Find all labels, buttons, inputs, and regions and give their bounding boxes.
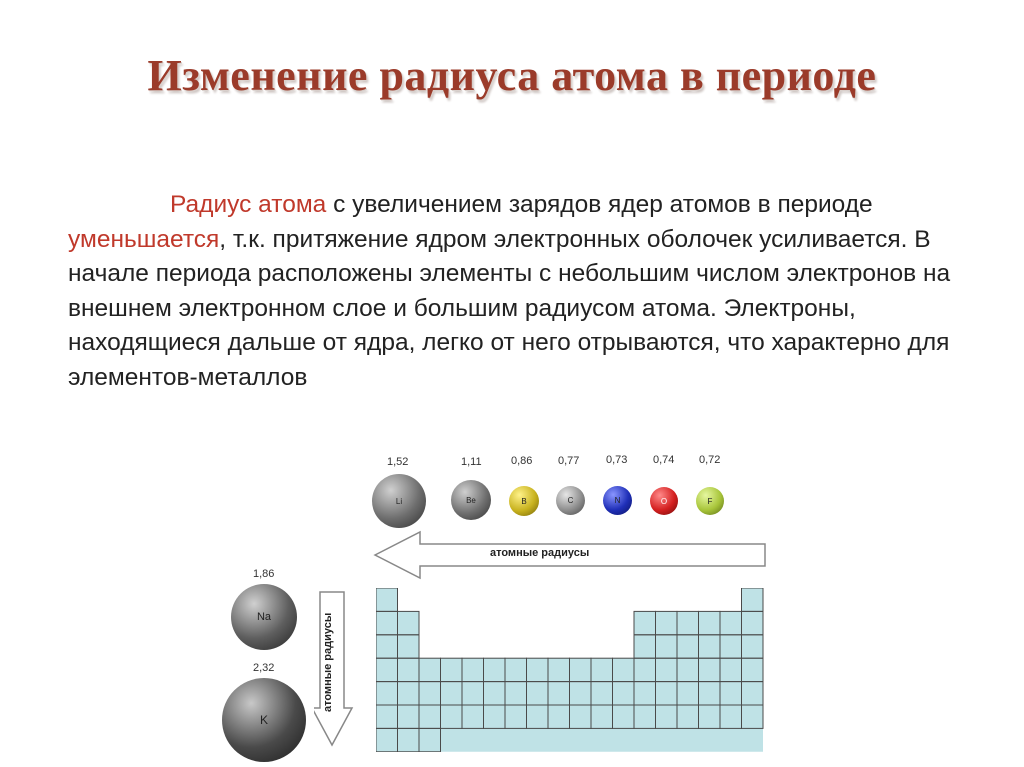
sphere-be: Be <box>451 480 491 520</box>
radius-label-be: 1,11 <box>461 456 482 468</box>
sphere-n: N <box>603 486 632 515</box>
slide-paragraph <box>68 188 998 395</box>
radius-label-k: 2,32 <box>253 662 275 674</box>
radius-label-o: 0,74 <box>653 454 675 466</box>
radius-label-f: 0,72 <box>699 454 721 466</box>
sphere-li: Li <box>372 474 426 528</box>
radius-label-b: 0,86 <box>511 455 533 467</box>
sphere-o: O <box>650 487 678 515</box>
radius-label-c: 0,77 <box>558 455 580 467</box>
highlight-atom-radius: Радиус атома <box>170 191 327 218</box>
radius-label-na: 1,86 <box>253 568 275 580</box>
down-arrow-icon <box>314 590 354 750</box>
periodic-table-grid <box>376 588 770 752</box>
horizontal-arrow-label: атомные радиусы <box>490 547 590 559</box>
sphere-k: K <box>222 678 306 762</box>
sphere-na: Na <box>231 584 297 650</box>
paragraph-text-1: с увеличением зарядов ядер атомов в периоде <box>326 191 873 218</box>
sphere-f: F <box>696 487 724 515</box>
radius-label-n: 0,73 <box>606 454 628 466</box>
sphere-c: C <box>556 486 585 515</box>
slide-title: Изменение радиуса атома в периоде <box>147 51 877 100</box>
highlight-decreases: уменьшается <box>68 225 220 253</box>
radius-label-li: 1,52 <box>387 456 409 468</box>
sphere-b: B <box>509 486 539 516</box>
paragraph-text-2: , т.к. притяжение ядром электронных оболочек усиливается. В начале периода расположены элементы с небольшим числом электронов на внешнем электронном слое и большим радиусом атома. Электроны, находящиеся дальше от ядра, легко от него отрываются, что характерно для элементов-металлов <box>68 225 951 391</box>
vertical-arrow-label: атомные радиусы <box>322 612 334 712</box>
